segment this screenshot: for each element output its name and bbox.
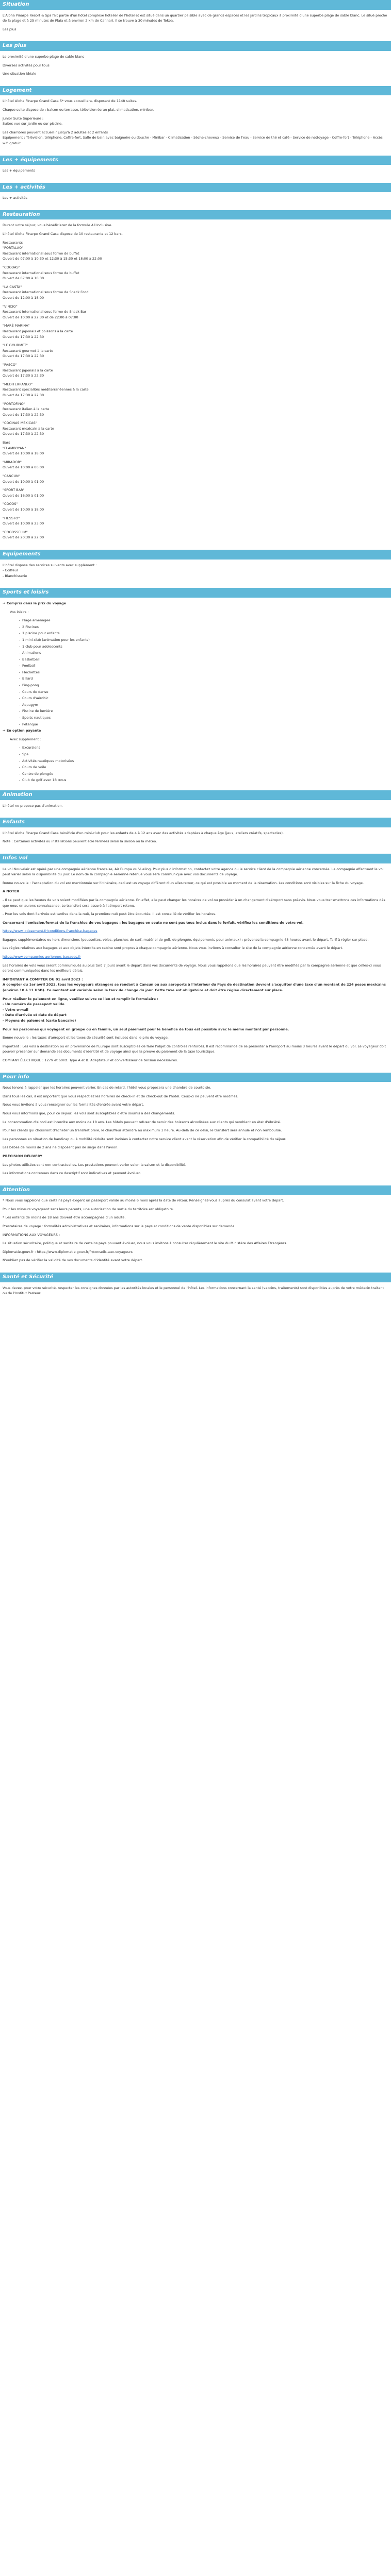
restaurant-desc: Restaurant gourmet à la carte Ouvert de 17:30 à 22:30: [3, 348, 54, 359]
list-item-text: Excursions: [22, 745, 40, 750]
section-title: Situation: [0, 0, 391, 10]
section-infos-vol: [0, 854, 391, 1073]
bullet-icon: -: [19, 631, 20, 636]
list-item: [10, 708, 388, 714]
paragraph: Nous vous informons que, pour ce séjour, les vols sont susceptibles d'être soumis à des changements.: [3, 1111, 175, 1115]
paragraph: L'hôtel Aloha Pinarpe Grand Casa bénéficie d'un mini-club pour les enfants de 4 à 12 ans avec des activités adaptées à chaque âge (jeux, ateliers créatifs, spectacles).: [3, 831, 284, 835]
restaurant-desc: Ouvert de 10:00 à 23:00: [3, 521, 44, 526]
paragraph: Durant votre séjour, vous bénéficierez de la formule All Inclusive.: [3, 223, 112, 228]
bullet-icon: -: [19, 664, 20, 668]
section-title: Pour info: [0, 1073, 391, 1082]
paragraph: La situation sécuritaire, politique et sanitaire de certains pays pouvant évoluer, nous vous invitons à consulter régulièrement le site du Ministère des Affaires Étrangères.: [3, 1241, 287, 1246]
paragraph: La consommation d'alcool est interdite aux moins de 18 ans. Les hôtels peuvent refuser de servir des boissons alcoolisées aux clients qui semblent en état d'ébriété.: [3, 1120, 281, 1124]
restaurant-desc: Restaurant international sous forme de buffet Ouvert de 07:00 à 10:30: [3, 270, 79, 281]
paragraph: - Pour les vols dont l'arrivée est tardive dans la nuit, la première nuit peut être écourtée. Il est conseillé de vérifier les horaires.: [3, 912, 217, 917]
paragraph: Diplomatie.gouv.fr : https://www.diplomatie.gouv.fr/fr/conseils-aux-voyageurs: [3, 1249, 133, 1254]
paragraph: L'hôtel dispose des services suivants avec supplément : - Coiffeur - Blanchisserie: [3, 563, 97, 578]
paragraph: Pour réaliser le paiement en ligne, veuillez suivre ce lien et remplir le formulaire : - Un numéro de passeport valide - Votre e-mail - Date d'arrivée et date de départ - Moyens de paiement (carte bancaire): [3, 996, 158, 1023]
list-item-text: Animations: [22, 651, 41, 655]
list-item-text: Cours de voile: [22, 765, 46, 770]
subheading: → En option payante: [3, 728, 41, 733]
restaurant-desc: Restaurant japonais et poissons à la carte Ouvert de 17:30 à 22:30: [3, 329, 73, 339]
bullet-icon: -: [19, 637, 20, 642]
bullet-icon: -: [19, 722, 20, 726]
bullet-icon: -: [19, 651, 20, 655]
paragraph: Pour les mineurs voyageant sans leurs parents, une autorisation de sortie du territoire est obligatoire.: [3, 1207, 174, 1211]
restaurant-desc: Ouvert de 16:00 à 01:00: [3, 493, 44, 498]
restaurant-name: "MIRADOR": [3, 460, 22, 464]
paragraph: Concernant l'emission/format de la franchise de vos bagages : les bagages en soute ne sont pas tous inclus dans le forfait, vérifiez les conditions de votre vol.: [3, 920, 304, 925]
list-item: [10, 765, 388, 770]
paragraph: * Nous vous rappelons que certains pays exigent un passeport valide au moins 6 mois après la date de retour. Renseignez-vous auprès du consulat avant votre départ.: [3, 1198, 284, 1203]
paragraph: L'hôtel Aloha Pinarpe Grand Casa dispose de 10 restaurants et 12 bars.: [3, 232, 123, 236]
paragraph: Le vol Nouvelair est opéré par une compagnie aérienne française, Air Europa ou Vueling. Pour plus d'information, contactez votre agence ou le service client de la compagnie aérienne concernée. La compagnie effectuant le vol peut varier selon la disponibilité du jour. Le nom de la compagnie aérienne retenue vous sera communiqué avec vos documents de voyage.: [3, 867, 384, 877]
paragraph: Pour les personnes qui voyagent en groupe ou en famille, un seul paiement pour le bénéfice de tous est possible avec le même montant par personne.: [3, 1027, 289, 1031]
list-item: [10, 702, 388, 708]
list-item-text: Football: [22, 664, 36, 668]
section-activites: [0, 183, 391, 210]
list-item: [10, 657, 388, 663]
list-item: [10, 644, 388, 650]
list-item-text: Pétanque: [22, 722, 38, 726]
bullet-icon: -: [19, 745, 20, 750]
section-logement: [0, 86, 391, 156]
list-item-text: 1 mini-club (animation pour les enfants): [22, 637, 90, 642]
list-item: [10, 722, 388, 727]
section-attention: [0, 1185, 391, 1273]
restaurant-desc: Restaurant italien à la carte Ouvert de 17:30 à 22:30: [3, 407, 50, 417]
intro: Vos loisirs :: [10, 609, 29, 614]
paragraph: * Les enfants de moins de 18 ans doivent être accompagnés d'un adulte.: [3, 1215, 126, 1220]
line: Diverses activités pour tous: [3, 63, 50, 67]
bullet-icon: -: [19, 702, 20, 707]
restaurant-desc: Restaurant mexicain à la carte Ouvert de 17:30 à 22:30: [3, 426, 54, 436]
list-item: [10, 771, 388, 777]
section-sante: [0, 1273, 391, 1306]
section-title: Santé et Sécurité: [0, 1273, 391, 1282]
paragraph: N'oubliez pas de vérifier la validité de vos documents d'identité avant votre départ.: [3, 1258, 143, 1263]
list-item: [10, 670, 388, 675]
paragraph: Les règles relatives aux bagages et aux objets interdits en cabine sont propres à chaque compagnie aérienne. Nous vous invitons à consulter le site de la compagnie aérienne concernée avant le départ.: [3, 946, 344, 951]
section-pour-info: [0, 1073, 391, 1185]
bullet-icon: -: [19, 709, 20, 714]
restaurant-name: "COCOAS": [3, 265, 20, 270]
restaurant-desc: Restaurant international sous forme de buffet Ouvert de 07:00 à 10:30 et 12:30 à 15:30 et 18:00 à 22:00: [3, 251, 102, 261]
restaurant-desc: Restaurant spécialités méditerranéennes à la carte Ouvert de 17:30 à 22:30: [3, 387, 89, 397]
optional-list: [10, 745, 388, 783]
restaurant-desc: Restaurant international sous forme de Snack Bar Ouvert de 10:00 à 22:30 et de 22:00 à 07:00: [3, 310, 87, 319]
bullet-icon: -: [19, 676, 20, 681]
list-item-text: Cours d'aérobic: [22, 696, 48, 701]
section-plus: [0, 41, 391, 86]
restaurant-name: "COCINAS MEXICAS": [3, 421, 37, 426]
bullet-icon: -: [19, 689, 20, 694]
restaurant-name: "FIESSTO": [3, 516, 20, 520]
paragraph: L'hôtel ne propose pas d'animation.: [3, 803, 63, 808]
restaurant-name: "VINCIO": [3, 304, 18, 309]
section-enfants: [0, 818, 391, 854]
bullet-icon: -: [19, 624, 20, 629]
paragraph: Dans tous les cas, il est important que vous respectiez les horaires de check-in et de check-out de l'hôtel. Ceux-ci ne peuvent être modifiés.: [3, 1094, 238, 1098]
list-item: [10, 752, 388, 757]
restaurant-name: "MARÉ MARINA": [3, 324, 30, 328]
section-title: Sports et loisirs: [0, 588, 391, 598]
paragraph: Les + activités: [3, 196, 27, 200]
list-item-text: 1 piscine pour enfants: [22, 631, 60, 636]
restaurant-name: "LE GOURMET": [3, 343, 28, 348]
restaurant-name: Bars "FLAMBOYAN": [3, 440, 26, 450]
baggage-link[interactable]: https://www.lotissement.fr/conditions-franchise-bagages: [3, 929, 97, 934]
restaurant-desc: Restaurant japonais à la carte Ouvert de 17:30 à 22:30: [3, 368, 53, 378]
list-item-text: Cours de danse: [22, 689, 48, 694]
paragraph: Les photos utilisées sont non contractuelles. Les prestations peuvent varier selon la saison et la disponibilité.: [3, 1162, 186, 1167]
paragraph: A NOTER: [3, 889, 20, 894]
section-sports: [0, 588, 391, 790]
restaurant-name: "PORTOFINO": [3, 401, 25, 406]
paragraph: L'hôtel Aloha Pinarpe Grand Casa 5* vous accueillera, disposant de 1148 suites.: [3, 99, 137, 104]
paragraph: Note : Certaines activités ou installations peuvent être fermées selon la saison ou la météo.: [3, 839, 157, 844]
section-title: Animation: [0, 790, 391, 800]
paragraph: Les + équipements: [3, 168, 36, 173]
list-item-text: Activités nautiques motorisées: [22, 758, 74, 763]
restaurant-desc: Ouvert de 10:00 à 18:00: [3, 451, 44, 456]
bullet-icon: -: [19, 765, 20, 770]
restaurant-desc: Ouvert de 10:00 à 00:00: [3, 465, 44, 470]
list-item-text: Centre de plongée: [22, 771, 54, 776]
paragraph: INFORMATIONS AUX VOYAGEURS :: [3, 1232, 60, 1237]
paragraph: Les horaires de vols vous seront communiqués au plus tard 7 jours avant le départ dans vos documents de voyage. Nous vous rappelons que les horaires peuvent être modifiés par la compagnie aérienne et que celles-ci vous seront communiquées dans les meilleurs délais.: [3, 963, 381, 973]
bullet-icon: -: [19, 618, 20, 623]
restaurant-name: "COCOS": [3, 502, 18, 506]
paragraph: Nous tenons à rappeler que les horaires peuvent varier. En cas de retard, l'hôtel vous proposera une chambre de courtoisie.: [3, 1086, 211, 1090]
section-equipements: [0, 156, 391, 183]
paragraph: Nous vous invitons à vous renseigner sur les formalités d'entrée avant votre départ.: [3, 1103, 144, 1107]
subheading: → Compris dans le prix du voyage: [3, 601, 67, 605]
list-item-text: Ping-pong: [22, 683, 39, 688]
paragraph: Bonne nouvelle : les taxes d'aéroport et les taxes de sécurité sont incluses dans le prix du voyage.: [3, 1036, 169, 1040]
restaurant-name: "LA CASTA": [3, 284, 22, 289]
restaurant-name: Restaurants "PORTALÃO": [3, 240, 24, 250]
list-item-text: 2 Piscines: [22, 624, 39, 629]
section-title: Attention: [0, 1185, 391, 1195]
bullet-icon: -: [19, 778, 20, 783]
paragraph: Vous devez, pour votre sécurité, respecter les consignes données par les autorités locales et le personnel de l'hôtel. Les informations concernant la santé (vaccins, traitements) sont disponibles auprès de votre médecin traitant ou de l'Institut Pasteur.: [3, 1285, 384, 1296]
restaurant-name: "MEDITERRANEO": [3, 382, 32, 386]
paragraph: Chaque suite dispose de : balcon ou terrasse, télévision écran plat, climatisation, minibar.: [3, 107, 154, 112]
list-item: [10, 696, 388, 701]
paragraph: Les personnes en situation de handicap ou à mobilité réduite sont invitées à contacter notre service client avant la réservation afin de vérifier la compatibilité du séjour.: [3, 1137, 286, 1141]
section-title: Les plus: [0, 41, 391, 51]
restaurant-desc: Ouvert de 10:00 à 18:00: [3, 507, 44, 512]
section-equipements-hotel: [0, 550, 391, 588]
list-item: [10, 631, 388, 636]
bullet-icon: -: [19, 758, 20, 763]
restaurant-list: [3, 240, 388, 540]
paragraph: L'Aloha Pinarpe Resort & Spa fait partie d'un hôtel complexe hôtelier de l'hôtel et est situé dans un quartier paisible avec de grands espaces et les jardins tropicaux à proximité d'une superbe plage de sable blanc. Le situé proche de la plage et à 25 minutes de Plaia et à environ 2 km de Cannari. Il se trouve à 30 minutes de Tokoa.: [3, 13, 387, 23]
list-item: [10, 650, 388, 656]
list-item: [10, 618, 388, 623]
section-title: Restauration: [0, 210, 391, 220]
restaurant-name: "SPORT BAR": [3, 488, 25, 493]
section-restauration: [0, 210, 391, 550]
list-item-text: Fléchettes: [22, 670, 40, 674]
list-item-text: Basketball: [22, 657, 40, 662]
paragraph: COMPANY ÉLECTRIQUE : 127V et 60Hz. Type A et B. Adaptateur et convertisseur de tension nécessaires.: [3, 1058, 178, 1062]
paragraph: - Il se peut que les heures de vols soient modifiées par la compagnie aérienne. En effet, elle peut changer les horaires de vol ou procéder à un changement d'aéroport sans préavis. Nous vous transmettrons ces informations dès que nous en aurons connaissance. Le transfert sera assuré à l'aéroport retenu.: [3, 897, 385, 908]
section-situation: [0, 0, 391, 41]
section-animation: [0, 790, 391, 818]
restaurant-desc: Ouvert de 10:00 à 01:00: [3, 479, 44, 484]
bullet-icon: -: [19, 644, 20, 649]
included-list: [10, 618, 388, 727]
list-item: [10, 689, 388, 695]
paragraph: Important : Les vols à destination ou en provenance de l'Europe sont susceptibles de faire l'objet de contrôles renforcés. Il est recommandé de se présenter à l'aéroport au moins 3 heures avant le départ du vol. Le voyageur doit pouvoir présenter sur demande ses documents d'identité et de voyage ainsi que la preuve du paiement de la taxe touristique.: [3, 1044, 386, 1054]
paragraph: Les bébés de moins de 2 ans ne disposent pas de siège dans l'avion.: [3, 1145, 119, 1150]
bullet-icon: -: [19, 670, 20, 674]
bullet-icon: -: [19, 771, 20, 776]
list-item-text: 1 club pour adolescents: [22, 644, 62, 649]
line: Le proximité d'une superbe plage de sable blanc: [3, 54, 85, 59]
list-item: [10, 676, 388, 682]
section-title: Infos vol: [0, 854, 391, 863]
restaurant-desc: Restaurant international sous forme de Snack Food Ouvert de 12:00 à 18:00: [3, 290, 89, 300]
airline-link[interactable]: https://www.compagnies-aeriennes-bagages.fr: [3, 955, 81, 959]
restaurant-name: "CANCUN": [3, 474, 20, 479]
bullet-icon: -: [19, 683, 20, 688]
bullet-icon: -: [19, 752, 20, 756]
paragraph: Bonne nouvelle : l'acceptation du vol est mentionnée sur l'itinéraire, ceci est un voyage différent d'un aller-retour, ce qui est possible au moment de la réservation. Les conditions sont visibles sur la fiche du voyage.: [3, 880, 364, 885]
paragraph: PRÉCISION DÉLIVERY: [3, 1154, 42, 1158]
section-title: Les + équipements: [0, 156, 391, 165]
bullet-icon: -: [19, 716, 20, 720]
list-item: [10, 683, 388, 688]
paragraph: Junior Suite Superieure : Suites vue sur jardin ou sur piscine.: [3, 116, 63, 126]
intro: Avec supplément :: [10, 737, 41, 741]
bullet-icon: -: [19, 696, 20, 701]
list-item-text: Club de golf avec 18 trous: [22, 778, 67, 783]
paragraph: Les informations contenues dans ce descriptif sont indicatives et peuvent évoluer.: [3, 1171, 141, 1176]
bullet-icon: -: [19, 657, 20, 662]
list-item: [10, 663, 388, 669]
list-item: [10, 758, 388, 764]
list-item: [10, 624, 388, 630]
paragraph: Pour les clients qui choisiront d'acheter un transfert privé, le chauffeur attendra au maximum 1 heure. Au-delà de ce délai, le transfert sera annulé et non remboursé.: [3, 1128, 282, 1133]
section-title: Logement: [0, 86, 391, 96]
list-item-text: Plage aménagée: [22, 618, 51, 623]
list-item: [10, 745, 388, 751]
restaurant-name: "COCOSSELIM": [3, 530, 28, 534]
restaurant-name: "PASCO": [3, 362, 17, 367]
list-item-text: Sports nautiques: [22, 716, 51, 720]
list-item: [10, 637, 388, 643]
section-title: Les + activités: [0, 183, 391, 193]
list-item-text: Aquagym: [22, 702, 38, 707]
line: Une situation idéale: [3, 72, 37, 76]
list-item: [10, 777, 388, 783]
list-item-text: Spa: [22, 752, 29, 756]
paragraph: Les chambres peuvent accueillir jusqu'à 2 adultes et 2 enfants Equipement : Télévision, téléphone, Coffre-fort, Salle de bain avec baignoire ou douche - Minibar - Climatisation - Sèche-cheveux - Service de l'eau - Service de thé et café - Service de nettoyage - Coffre-fort - Téléphone - Accès wifi gratuit: [3, 130, 383, 145]
section-title: Enfants: [0, 818, 391, 827]
paragraph: IMPORTANT A COMPTER DU 01 avril 2023 : A compter du 1er avril 2023, tous les voyageurs étrangers se rendant à Cancun ou aux aéroports à l'intérieur du Pays de destination devront s'acquitter d'une taxe d'un montant de 224 pesos mexicains (environ 10 à 11 USD). Ce montant est variable selon le taux de change du jour. Cette taxe est obligatoire et doit être réglée directement sur place.: [3, 977, 386, 993]
restaurant-desc: Ouvert de 20:30 à 22:00: [3, 535, 44, 540]
list-item-text: Billard: [22, 676, 33, 681]
paragraph: Les plus: [3, 27, 17, 31]
paragraph: Bagages supplémentaires ou hors dimensions (poussettes, vélos, planches de surf, matériel de golf, de plongée, équipements pour animaux) : prévenez la compagnie 48 heures avant le départ. Tarif à régler sur place.: [3, 937, 369, 942]
list-item: [10, 715, 388, 721]
paragraph: Prestataires de voyage : formalités administratives et sanitaires, informations sur le pays et conditions de vente disponibles sur demande.: [3, 1224, 236, 1229]
section-title: Équipements: [0, 550, 391, 560]
list-item-text: Piscine de lumière: [22, 709, 53, 714]
